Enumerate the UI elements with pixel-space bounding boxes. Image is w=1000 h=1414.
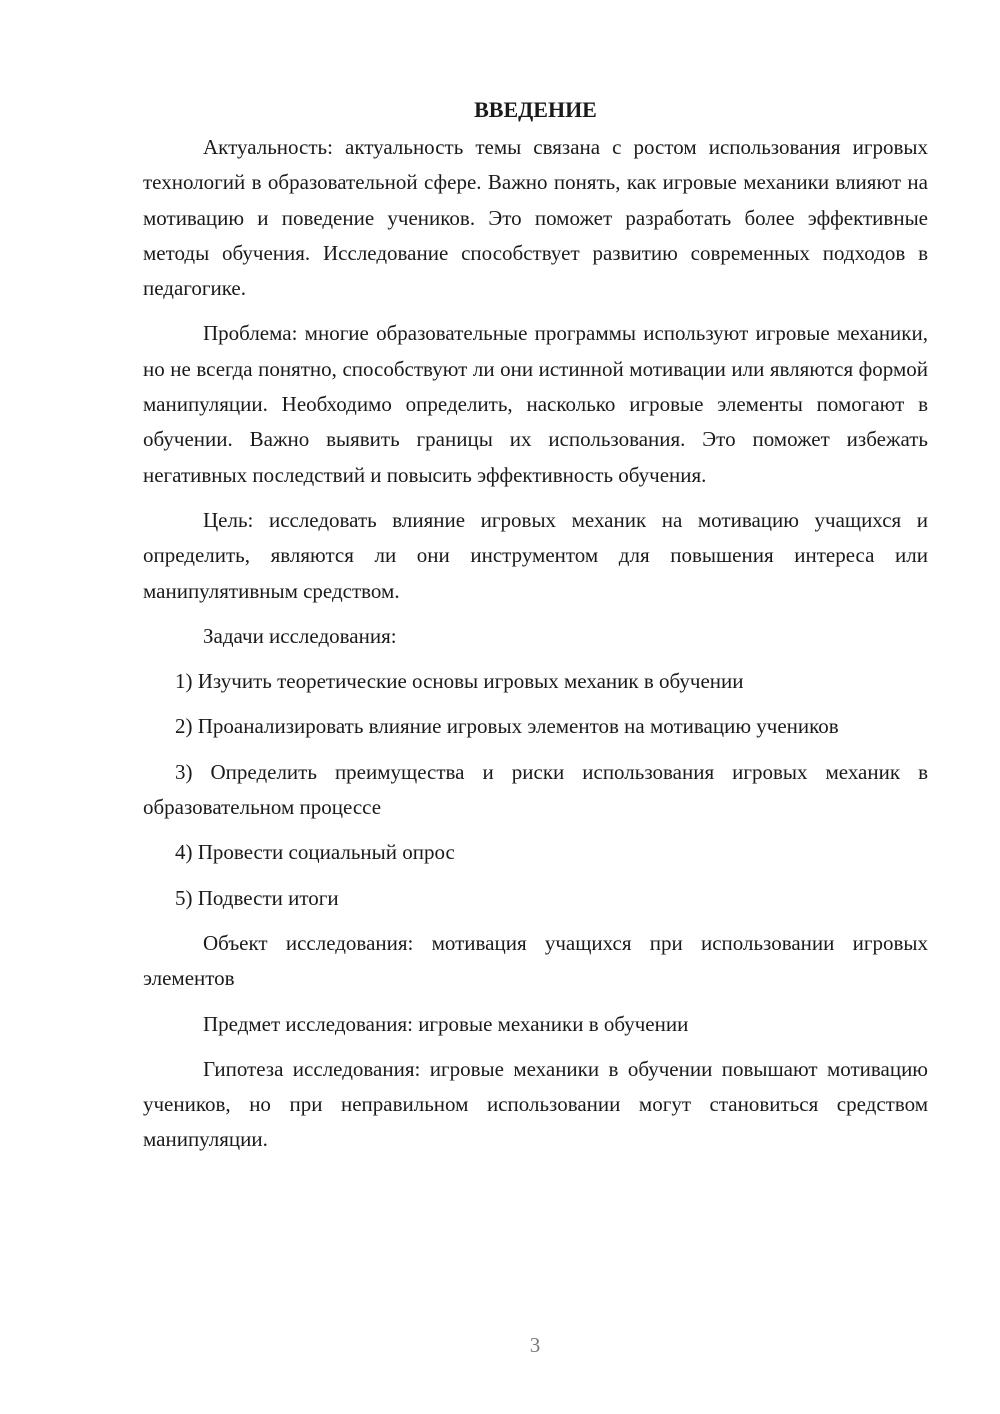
- relevance-paragraph: Актуальность: актуальность темы связана с ростом использования игровых технологий в образовательной сфере. Важно понять, как игровые механики влияют на мотивацию и поведение учеников. Это поможет разработать более эффективные методы обучения. Исследование способствует развитию современных подходов в педагогике.: [143, 135, 928, 301]
- object-paragraph: Объект исследования: мотивация учащихся при использовании игровых элементов: [143, 930, 928, 991]
- document-page: [143, 92, 928, 1168]
- page-number: 3: [529, 1333, 541, 1357]
- hypothesis-paragraph: Гипотеза исследования: игровые механики в обучении повышают мотивацию учеников, но при неправильном использовании могут становиться средством манипуляции.: [143, 1056, 928, 1152]
- problem-paragraph: Проблема: многие образовательные программы используют игровые механики, но не всегда понятно, способствуют ли они истинной мотивации или являются формой манипуляции. Необходимо определить, насколько игровые элементы помогают в обучении. Важно выявить границы их использования. Это поможет избежать негативных последствий и повысить эффективность обучения.: [143, 321, 928, 487]
- tasks-heading: Задачи исследования:: [203, 623, 397, 648]
- task-item-5: 5) Подвести итоги: [175, 885, 339, 910]
- task-item-2: 2) Проанализировать влияние игровых элементов на мотивацию учеников: [175, 714, 839, 739]
- subject-paragraph: Предмет исследования: игровые механики в обучении: [203, 1011, 689, 1036]
- task-item-1: 1) Изучить теоретические основы игровых механик в обучении: [175, 669, 744, 694]
- task-item-4: 4) Провести социальный опрос: [175, 840, 455, 865]
- goal-paragraph: Цель: исследовать влияние игровых механик на мотивацию учащихся и определить, являются ли они инструментом для повышения интереса или манипулятивным средством.: [143, 507, 928, 603]
- section-title: ВВЕДЕНИЕ: [474, 97, 597, 122]
- task-item-3: 3) Определить преимущества и риски использования игровых механик в образовательном процессе: [143, 759, 928, 820]
